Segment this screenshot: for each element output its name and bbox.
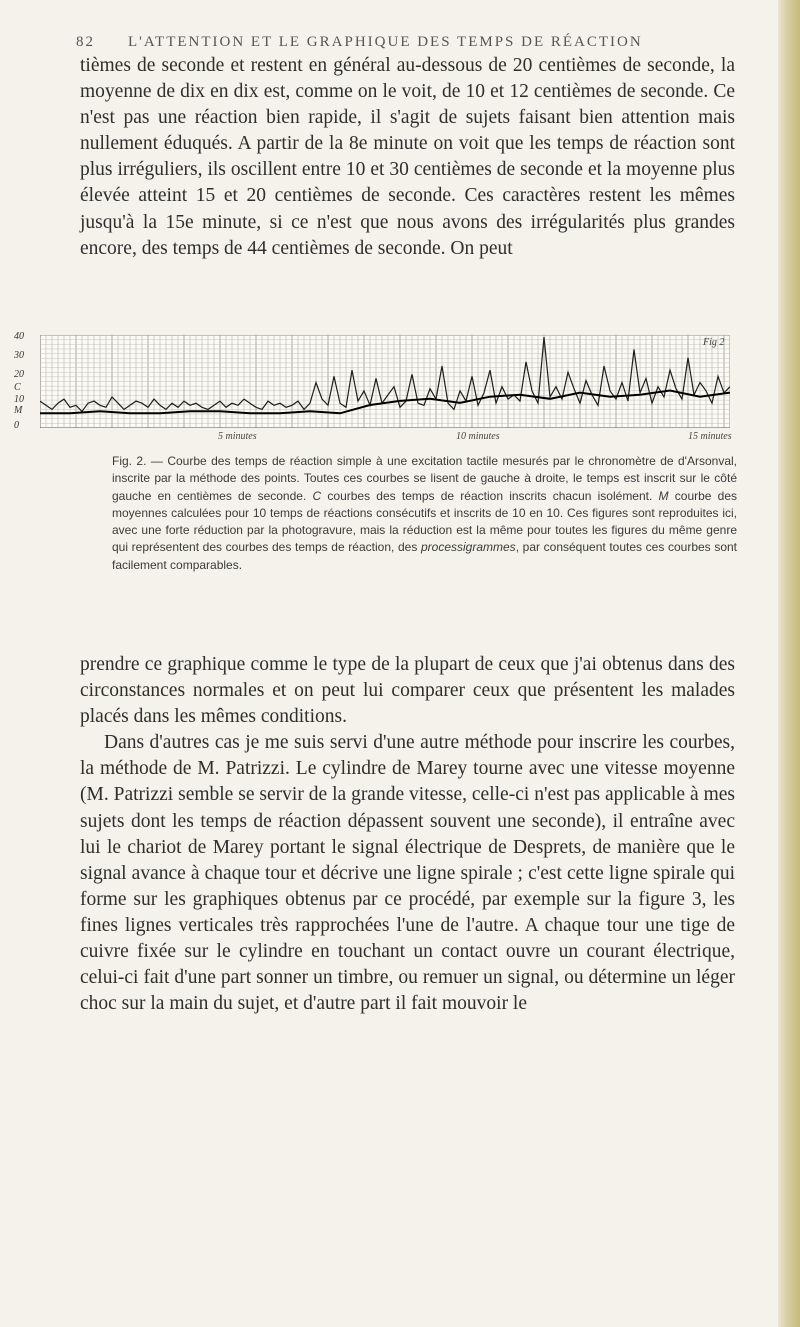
body-paragraphs [80, 652, 735, 1017]
page-number: 82 [76, 34, 95, 50]
y-label-30: 30 [14, 350, 24, 361]
y-label-0: 0 [14, 420, 19, 431]
reaction-time-chart [40, 335, 730, 428]
figure-caption [112, 453, 737, 574]
caption-label: Fig. 2. [112, 454, 147, 468]
paragraph-1: prendre ce graphique comme le type de la plupart de ceux que j'ai obtenus dans des circonstances normales et on peut lui comparer ceux que présentent les malades placés dans les mêmes conditions. [80, 654, 735, 728]
y-label-c: C [14, 382, 21, 393]
caption-text-2: courbes des temps de réaction inscrits chacun isolément. [327, 488, 653, 503]
caption-text-1: — Courbe des temps de réaction simple à une excitation tactile mesurés par le chronomètre de d'Arsonval, inscrite par la méthode des points. Toutes ces courbes se lisent de gauche à droite, le temps est inscrit sur le côté gauche en centièmes de seconde. [112, 454, 737, 503]
intro-paragraph [80, 53, 735, 262]
fig-tag: Fig 2 [703, 337, 725, 348]
caption-italic-term: processigrammes [420, 540, 516, 555]
y-label-40: 40 [14, 331, 24, 342]
caption-text-4: , par conséquent toutes ces courbes sont facilement comparables. [112, 540, 738, 572]
x-label-15min: 15 minutes [688, 431, 732, 442]
page-edge [778, 0, 800, 1327]
x-label-5min: 5 minutes [218, 431, 257, 442]
y-label-20: 20 [14, 369, 24, 380]
x-label-10min: 10 minutes [456, 431, 500, 442]
y-label-m: M [14, 405, 23, 416]
intro-text: tièmes de seconde et restent en général au-dessous de 20 centièmes de seconde, la moyenne de dix en dix est, comme on le voit, de 10 et 12 centièmes de seconde. Ce n'est pas une réaction bien rapide, il s'agit de sujets faisant bien attention mais nullement éduqués. A partir de la 8e minute on voit que les temps de réaction sont plus irréguliers, ils oscillent entre 10 et 30 centièmes de seconde et la moyenne plus élevée atteint 15 et 20 centièmes de seconde. Ces caractères restent les mêmes jusqu'à la 15e minute, si ce n'est que nous avons des irrégularités plus grandes encore, des temps de 44 centièmes de seconde. On peut [80, 55, 735, 259]
figure-2-graph [40, 335, 740, 430]
caption-c: C [312, 488, 322, 503]
paragraph-2: Dans d'autres cas je me suis servi d'une autre méthode pour inscrire les courbes, la méthode de M. Patrizzi. Le cylindre de Marey tourne avec une vitesse moyenne (M. Patrizzi semble se servir de la grande vitesse, celle-ci n'est pas applicable à mes sujets dont les temps de réaction dépassent souvent une seconde), il entraîne avec lui le chariot de Marey portant le signal électrique de Desprets, de manière que le signal avance à chaque tour et décrive une ligne spirale ; c'est cette ligne spirale qui forme sur les graphiques obtenus par ce procédé, par exemple sur la figure 3, les fines lignes verticales très rapprochées l'une de l'autre. A chaque tour une tige de cuivre fixée sur le cylindre en touchant un contact ouvre un courant électrique, celui-ci fait d'une part sonner un timbre, ou remuer un signal, ou détermine un léger choc sur la main du sujet, et d'autre part il fait mouvoir le [80, 732, 735, 1015]
caption-m: M [658, 488, 669, 503]
running-title: L'ATTENTION ET LE GRAPHIQUE DES TEMPS DE RÉACTION [128, 34, 643, 50]
caption-text-3: courbe des moyennes calculées pour 10 temps de réactions consécutifs et inscrits de 10 en 10. Ces figures sont reproduites ici, avec une forte réduction par la photogravure, mais la réduction est la même pour toutes les figures du même genre qui représentent des courbes des temps de réaction, des [112, 488, 738, 555]
y-label-10: 10 [14, 394, 24, 405]
